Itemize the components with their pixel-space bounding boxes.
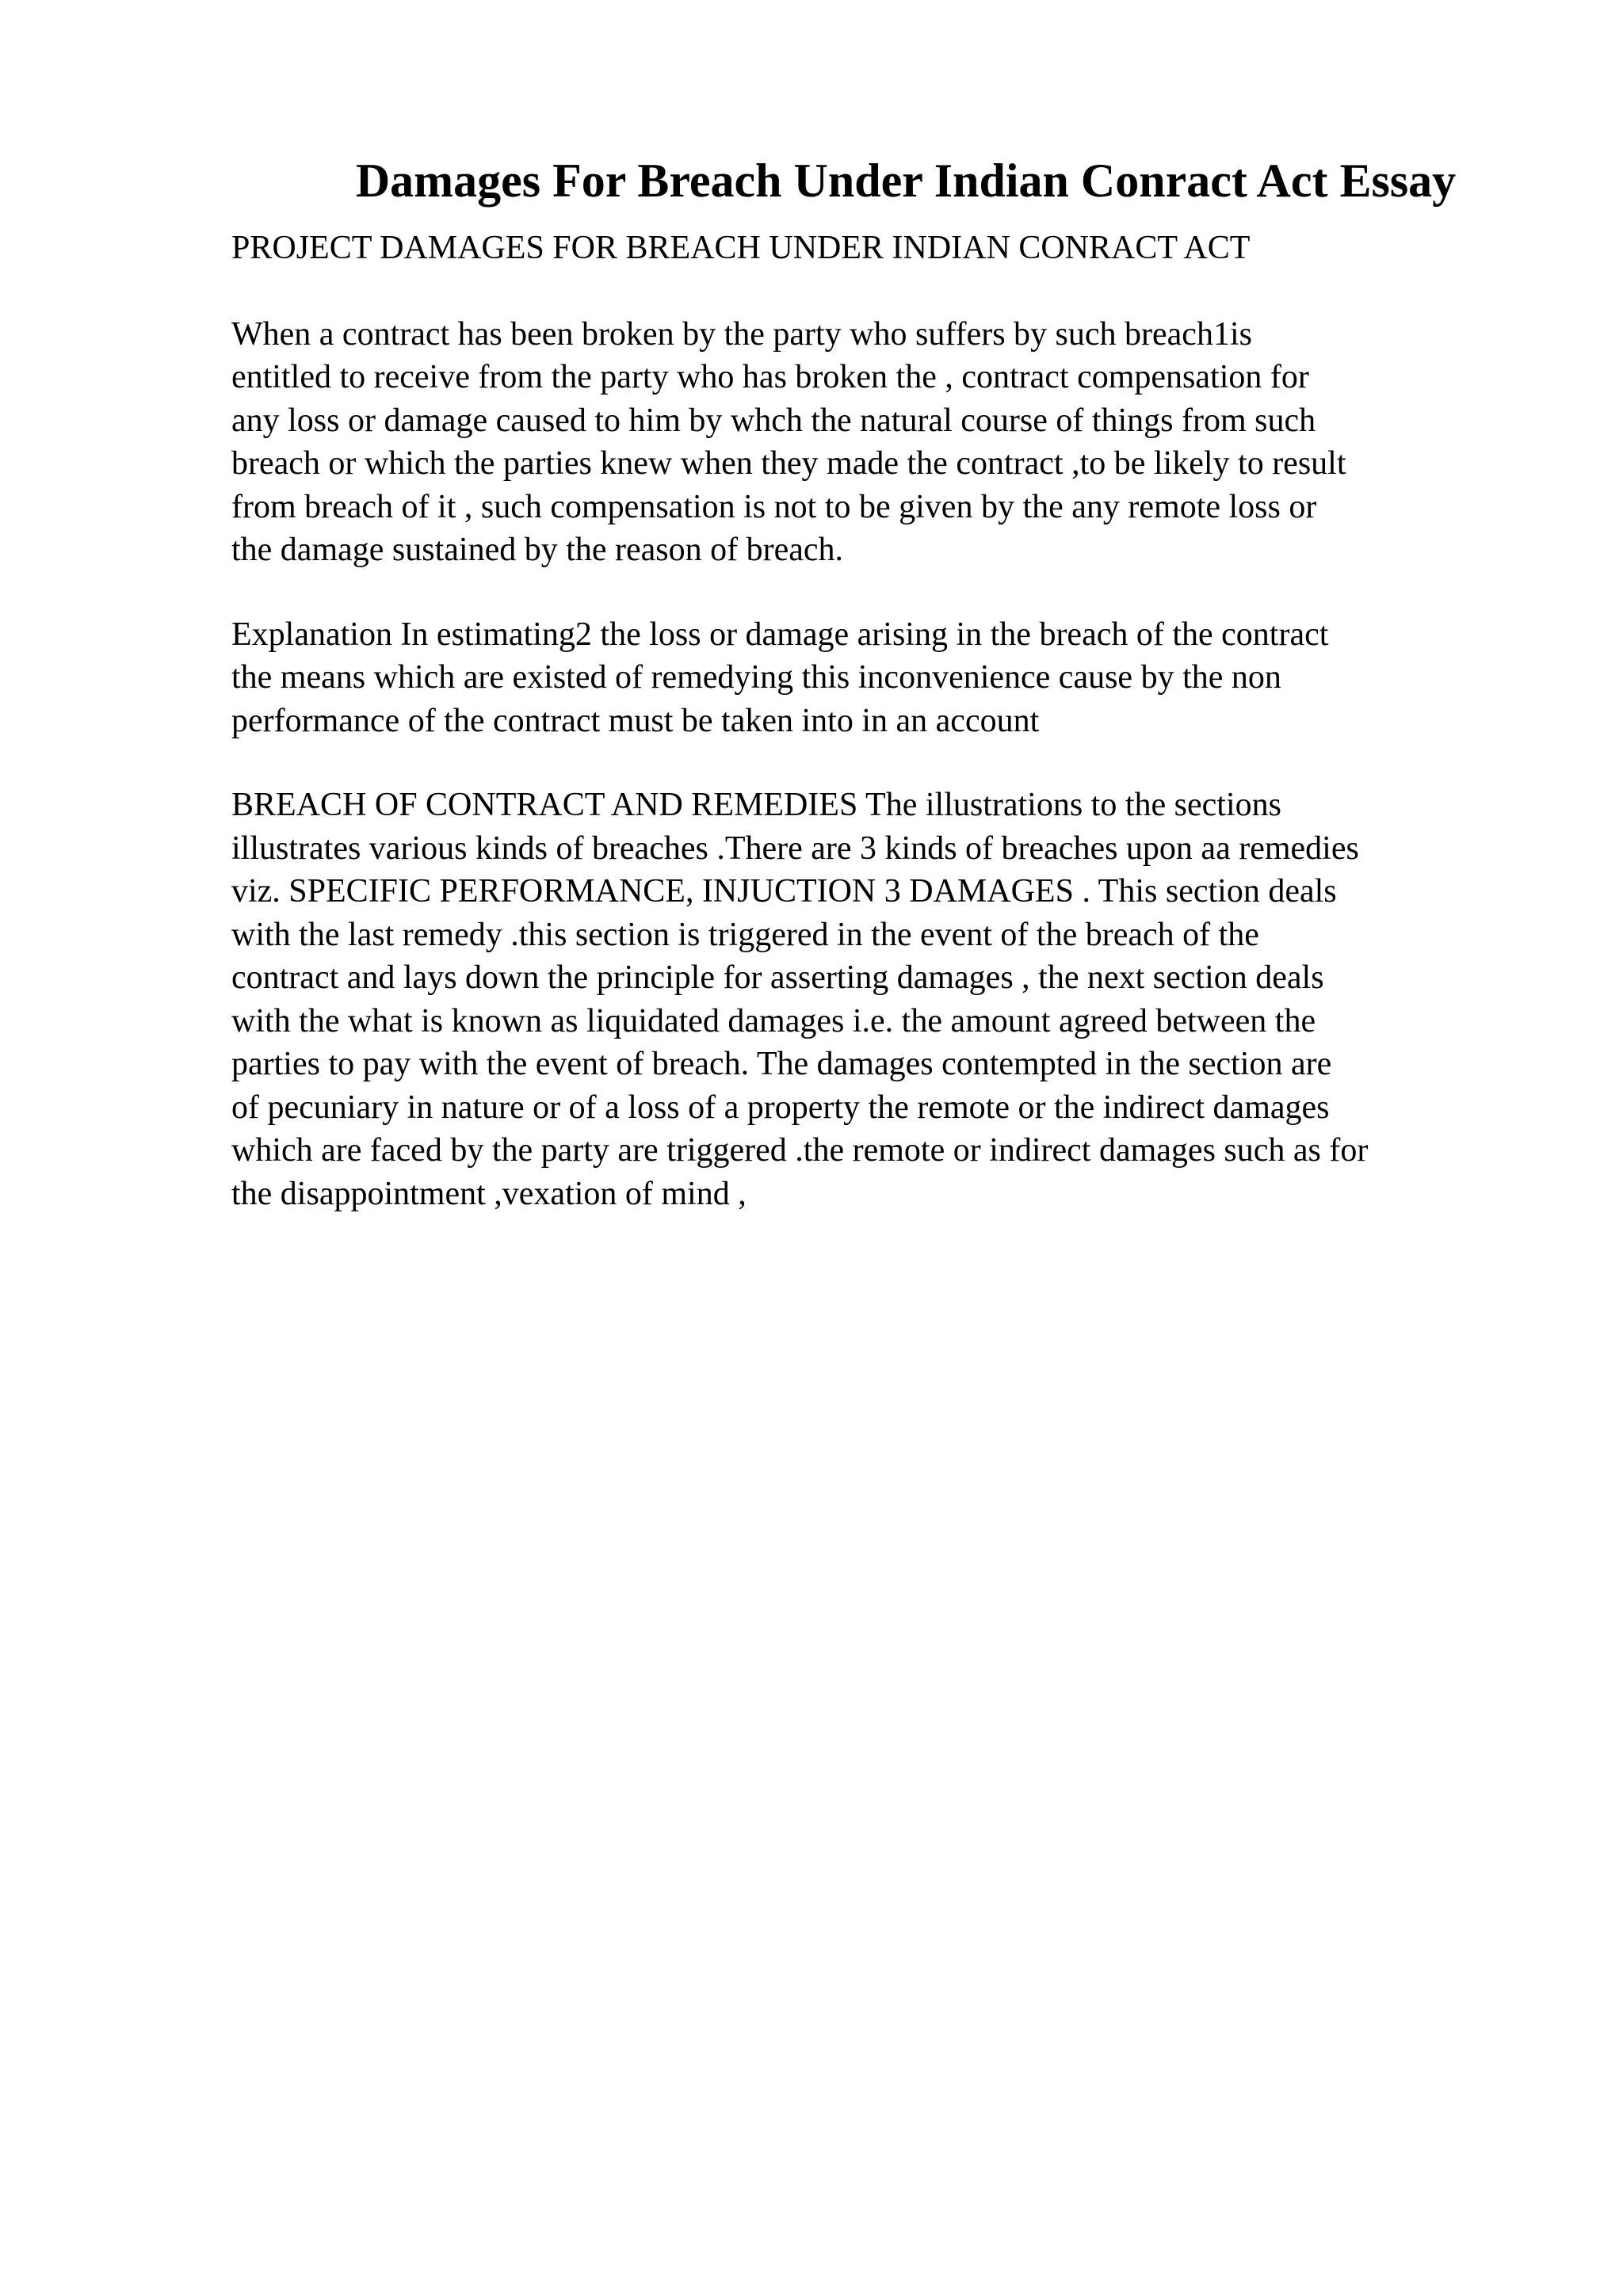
text-line: BREACH OF CONTRACT AND REMEDIES The illustrations to the sections — [231, 787, 1281, 823]
text-line: breach or which the parties knew when they made the contract ,to be likely to result — [231, 445, 1346, 482]
paragraph-remedies — [231, 784, 1515, 1215]
text-line: any loss or damage caused to him by whch the natural course of things from such — [231, 402, 1316, 439]
text-line: PROJECT DAMAGES FOR BREACH UNDER INDIAN CONRACT ACT — [231, 230, 1251, 266]
text-line: Explanation In estimating2 the loss or damage arising in the breach of the contract — [231, 616, 1329, 653]
text-line: When a contract has been broken by the party who suffers by such breach1is — [231, 315, 1252, 353]
text-line: which are faced by the party are triggered .the remote or indirect damages such as for — [231, 1132, 1369, 1169]
text-line: the damage sustained by the reason of breach. — [231, 532, 844, 568]
document-title: Damages For Breach Under Indian Conract Act Essay — [355, 154, 1457, 207]
paragraph-project-heading — [231, 227, 1515, 270]
paragraph-explanation — [231, 613, 1515, 743]
text-line: contract and lays down the principle for asserting damages , the next section deals — [231, 959, 1324, 996]
text-line: from breach of it , such compensation is not to be given by the any remote loss or — [231, 488, 1317, 525]
text-line: of pecuniary in nature or of a loss of a property the remote or the indirect damages — [231, 1089, 1330, 1126]
text-line: viz. SPECIFIC PERFORMANCE, INJUCTION 3 DAMAGES . This section deals — [231, 873, 1337, 910]
text-line: entitled to receive from the party who has broken the , contract compensation for — [231, 359, 1309, 395]
text-line: performance of the contract must be taken into in an account — [231, 702, 1040, 739]
document-content — [231, 151, 1515, 1257]
text-line: the means which are existed of remedying this inconvenience cause by the non — [231, 659, 1281, 696]
text-line: with the last remedy .this section is triggered in the event of the breach of the — [231, 916, 1259, 953]
text-line: parties to pay with the event of breach. The damages contempted in the section are — [231, 1046, 1332, 1082]
text-line: the disappointment ,vexation of mind , — [231, 1175, 747, 1212]
text-line: with the what is known as liquidated damages i.e. the amount agreed between the — [231, 1002, 1316, 1039]
text-line: illustrates various kinds of breaches .There are 3 kinds of breaches upon aa remedies — [231, 830, 1359, 867]
paragraph-contract-breach — [231, 313, 1515, 572]
